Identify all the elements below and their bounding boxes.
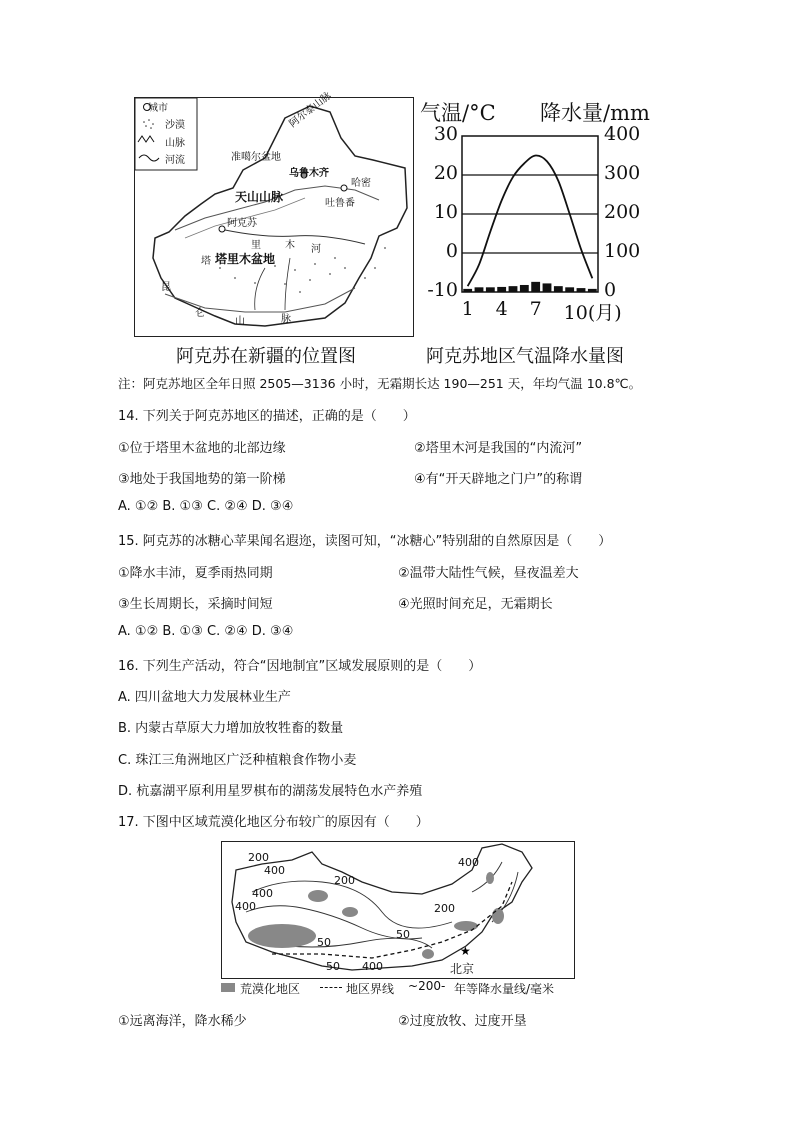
q15-choices: A. ①② B. ①③ C. ②④ D. ③④ (118, 624, 294, 639)
isoline-200-w: 200 (248, 851, 269, 864)
tarim-river-char-3: 河 (311, 244, 321, 255)
temperature-tick-label: -10 (427, 279, 458, 301)
legend-river-label: 河流 (165, 155, 185, 166)
boundary-legend-label: 地区界线 (346, 982, 395, 996)
precipitation-tick-label: 300 (604, 162, 641, 184)
q14-stem: 14. 下列关于阿克苏地区的描述，正确的是（ ） (118, 409, 416, 424)
hami-city-icon (341, 185, 347, 191)
precipitation-bar (463, 289, 472, 292)
precipitation-tick-label: 200 (604, 201, 641, 223)
precipitation-bar (520, 285, 529, 292)
kunlun-char-3: 山 (235, 316, 245, 327)
legend-city-label: 城市 (148, 103, 168, 114)
temperature-tick-label: 0 (445, 240, 458, 262)
desert-patch-taklamakan (248, 924, 316, 948)
precipitation-tick-label: 0 (604, 279, 617, 301)
precipitation-tick-label: 400 (604, 123, 641, 145)
tarim-char: 塔 (201, 256, 211, 267)
temperature-axis-title: 气温/°C (420, 101, 496, 125)
desert-patch-horqin (454, 921, 478, 931)
isoline-400-w2: 400 (252, 887, 273, 900)
q16-option-a: A. 四川盆地大力发展林业生产 (118, 690, 291, 705)
isoline-legend-value: 200 (418, 979, 441, 993)
q14-option-1: ①位于塔里木盆地的北部边缘 (118, 441, 286, 456)
desert-patch-mu-us (422, 949, 434, 959)
map-caption: 阿克苏在新疆的位置图 (176, 346, 356, 367)
tianshan-label: 天山山脉 (235, 190, 284, 204)
precipitation-bar (554, 286, 563, 292)
xinjiang-map-figure (134, 90, 414, 337)
kunlun-char-2: 仑 (195, 308, 205, 319)
temperature-tick-label: 10 (433, 201, 458, 223)
q16-option-b: B. 内蒙古草原大力增加放牧牲畜的数量 (118, 721, 344, 736)
desert-legend-label: 荒漠化地区 (240, 982, 301, 996)
legend-mountain-label: 山脉 (165, 138, 185, 149)
q17-option-1: ①远离海洋，降水稀少 (118, 1014, 247, 1029)
boundary-legend-swatch (320, 987, 342, 988)
desert-patch-small (342, 907, 358, 917)
isoline-legend-label: 年等降水量线/毫米 (454, 982, 555, 996)
china-map-drawing (222, 842, 574, 978)
q14-option-4: ④有“开天辟地之门户”的称谓 (414, 472, 583, 487)
q16-option-d: D. 杭嘉湖平原利用星罗棋布的湖荡发展特色水产养殖 (118, 784, 423, 799)
tarim-basin-label: 塔里木盆地 (215, 252, 276, 266)
month-tick-label: 7 (529, 298, 542, 320)
china-desertification-map (221, 841, 575, 979)
isoline-50-c: 50 (326, 960, 340, 973)
isoline-50-a: 50 (317, 936, 331, 949)
isoline-400-w3: 400 (235, 900, 256, 913)
kunlun-char-1: 昆 (161, 282, 171, 293)
precipitation-bar (486, 287, 495, 292)
q17-option-2: ②过度放牧、过度开垦 (398, 1014, 527, 1029)
precipitation-bar (543, 283, 552, 292)
q15-option-2: ②温带大陆性气候，昼夜温差大 (398, 566, 579, 581)
temperature-tick-label: 30 (433, 123, 458, 145)
isoline-400-s: 400 (362, 960, 383, 973)
aksu-label: 阿克苏 (227, 218, 257, 229)
q14-option-2: ②塔里木河是我国的“内流河” (414, 441, 583, 456)
precipitation-bar (588, 289, 597, 292)
legend-desert-label: 沙漠 (165, 120, 185, 131)
junggar-label: 准噶尔盆地 (231, 152, 281, 163)
q15-option-1: ①降水丰沛，夏季雨热同期 (118, 566, 273, 581)
desert-legend-swatch (221, 983, 235, 992)
temperature-tick-label: 20 (433, 162, 458, 184)
isoline-50-b: 50 (396, 928, 410, 941)
desert-patch-ne (492, 908, 504, 924)
q16-stem: 16. 下列生产活动，符合“因地制宜”区域发展原则的是（ ） (118, 659, 482, 674)
q15-stem: 15. 阿克苏的冰糖心苹果闻名遐迩，读图可知，“冰糖心”特别甜的自然原因是（ ） (118, 534, 612, 549)
q17-stem: 17. 下图中区域荒漠化地区分布较广的原因有（ ） (118, 815, 429, 830)
urumqi-label: 乌鲁木齐 (289, 168, 329, 179)
precipitation-bar (509, 286, 518, 292)
month-tick-label: 10(月) (563, 302, 622, 324)
month-tick-label: 4 (495, 298, 508, 320)
altai-label: 阿尔泰山脉 (287, 90, 334, 130)
precipitation-tick-label: 100 (604, 240, 641, 262)
chart-caption: 阿克苏地区气温降水量图 (426, 346, 624, 367)
tarim-river-char-2: 木 (285, 240, 295, 251)
isoline-200-c1: 200 (334, 874, 355, 887)
desert-patch-junggar (308, 890, 328, 902)
precipitation-bar (565, 287, 574, 292)
hami-label: 哈密 (351, 178, 371, 189)
turpan-label: 吐鲁番 (325, 198, 355, 209)
q14-choices: A. ①② B. ①③ C. ②④ D. ③④ (118, 499, 294, 514)
desert-patch-hulunbuir (486, 872, 494, 884)
tarim-river-char-1: 里 (251, 240, 261, 251)
aksu-city-icon (219, 226, 225, 232)
month-tick-label: 1 (461, 298, 474, 320)
isoline-400-w1: 400 (264, 864, 285, 877)
note-text: 注：阿克苏地区全年日照 2505—3136 小时，无霜期长达 190—251 天，年均气温 10.8℃。 (118, 376, 642, 391)
beijing-label: 北京 (450, 962, 475, 976)
q15-option-3: ③生长周期长，采摘时间短 (118, 597, 273, 612)
kunlun-char-4: 脉 (281, 314, 291, 325)
q14-option-3: ③地处于我国地势的第一阶梯 (118, 472, 286, 487)
isoline-legend-swatch: ~200- (408, 979, 446, 993)
precipitation-bar (497, 287, 506, 292)
precipitation-axis-title: 降水量/mm (540, 101, 650, 125)
precipitation-bar (531, 282, 540, 292)
precipitation-bar (475, 287, 484, 292)
beijing-star-icon: ★ (460, 944, 471, 958)
q15-option-4: ④光照时间充足，无霜期长 (398, 597, 553, 612)
q16-option-c: C. 珠江三角洲地区广泛种植粮食作物小麦 (118, 753, 357, 768)
isoline-400-ne: 400 (458, 856, 479, 869)
isoline-200-c2: 200 (434, 902, 455, 915)
precipitation-bar (577, 288, 586, 292)
